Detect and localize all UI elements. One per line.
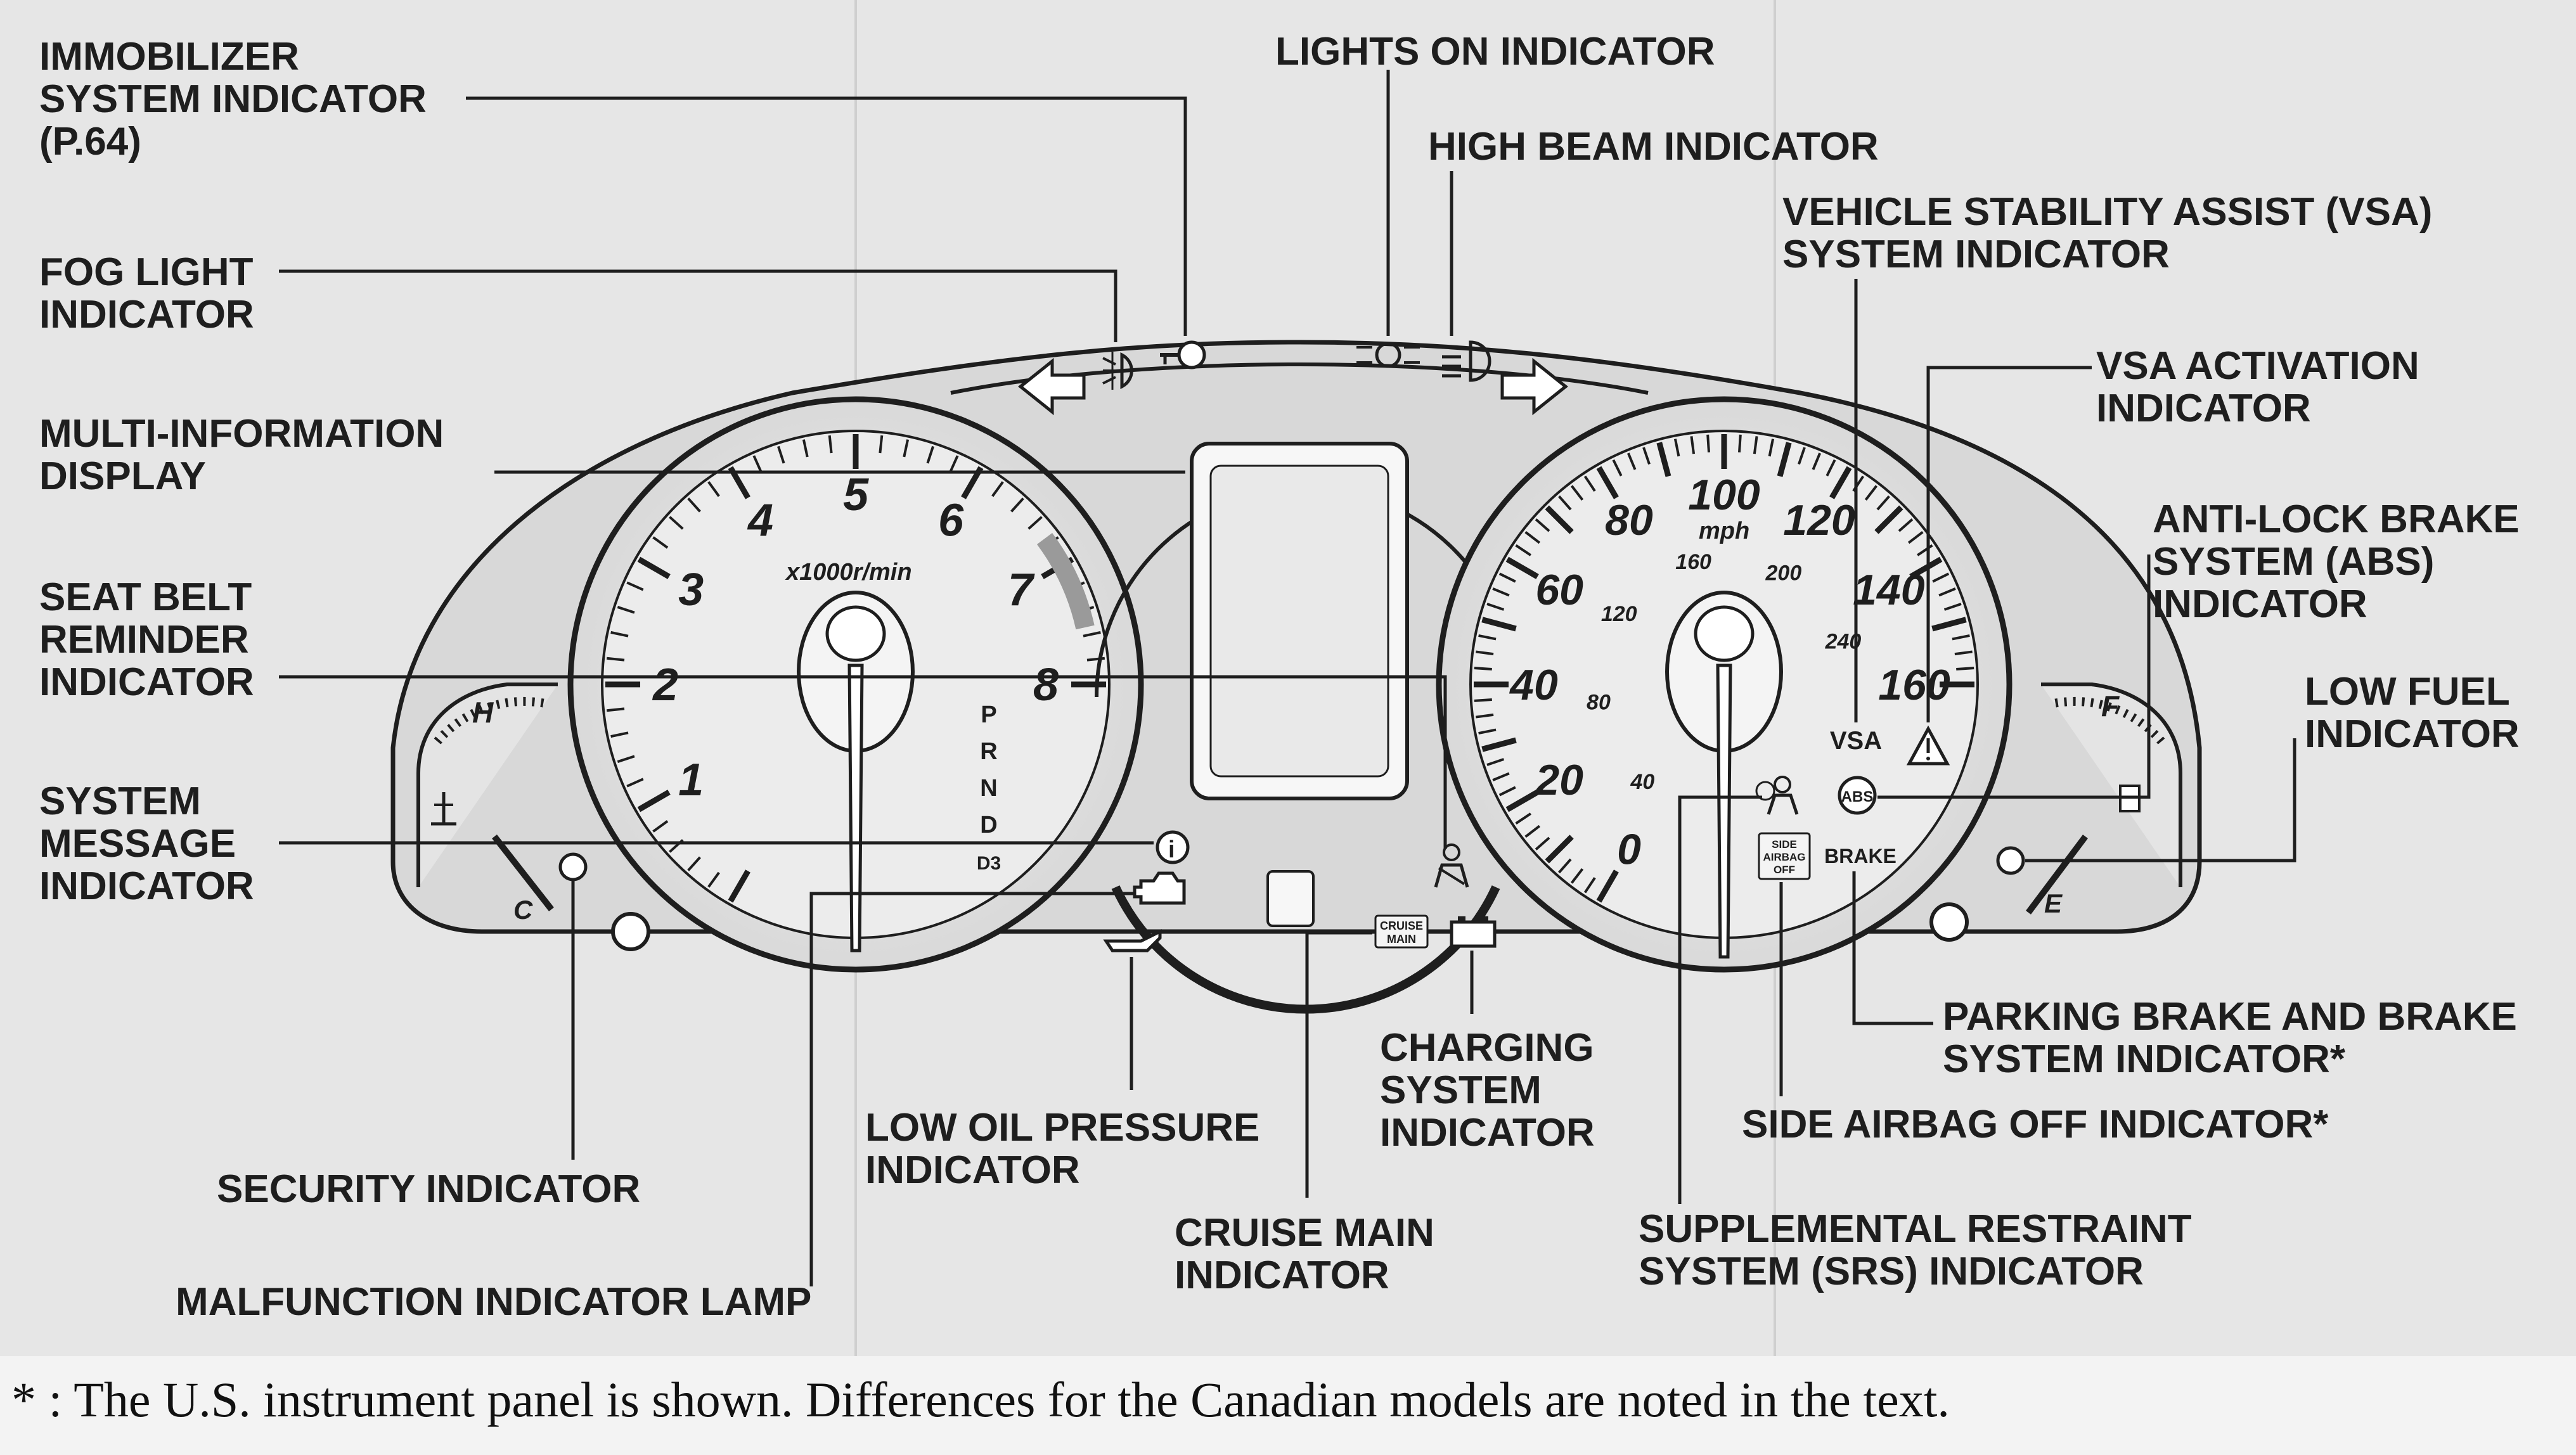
label-immobilizer-line2: SYSTEM INDICATOR	[39, 77, 427, 121]
tachometer-unit: x1000r/min	[786, 559, 912, 586]
speedometer	[1439, 399, 2009, 970]
fuel-empty-label: E	[2044, 888, 2063, 918]
label-immobilizer-line1: IMMOBILIZER	[39, 35, 299, 79]
side-airbag-off-lamp	[1759, 833, 1810, 879]
speedometer-mph-number: 20	[1535, 755, 1584, 804]
speedometer-kmh-number: 80	[1587, 690, 1611, 715]
label-charging-line2: SYSTEM	[1380, 1068, 1542, 1112]
select-reset-knob	[1268, 871, 1313, 926]
label-vsa-system-line2: SYSTEM INDICATOR	[1782, 233, 2170, 276]
label-malfunction: MALFUNCTION INDICATOR LAMP	[176, 1280, 812, 1324]
label-cruise-main-line2: INDICATOR	[1175, 1253, 1389, 1297]
label-parking-brake-line1: PARKING BRAKE AND BRAKE	[1943, 995, 2517, 1039]
tachometer-number: 2	[652, 660, 679, 711]
minor-tick	[1474, 700, 1492, 701]
minor-tick	[1739, 435, 1741, 452]
label-vsa-activation-line2: INDICATOR	[2096, 387, 2311, 430]
tachometer-number: 4	[747, 495, 774, 546]
minor-tick	[1708, 435, 1709, 452]
label-abs-line1: ANTI-LOCK BRAKE	[2153, 497, 2520, 541]
label-security: SECURITY INDICATOR	[217, 1167, 641, 1211]
speedometer-kmh-number: 120	[1600, 602, 1637, 627]
label-fog-light-line1: FOG LIGHT	[39, 250, 254, 294]
cruise-lamp-text-2: MAIN	[1387, 933, 1416, 945]
gear-position-label: P	[981, 702, 997, 728]
footnote: * : The U.S. instrument panel is shown. Differences for the Canadian models are noted in the text.	[11, 1372, 1950, 1427]
speedometer-mph-number: 0	[1617, 825, 1641, 874]
label-seat-belt-line2: REMINDER	[39, 618, 249, 662]
tachometer-number: 7	[1007, 565, 1033, 616]
security-indicator-lamp	[560, 854, 586, 880]
label-side-airbag: SIDE AIRBAG OFF INDICATOR*	[1742, 1103, 2329, 1146]
left-trip-knob	[613, 914, 648, 949]
label-fog-light-line2: INDICATOR	[39, 293, 254, 337]
label-srs-line1: SUPPLEMENTAL RESTRAINT	[1639, 1207, 2192, 1251]
label-low-fuel-line2: INDICATOR	[2305, 712, 2520, 756]
label-high-beam: HIGH BEAM INDICATOR	[1428, 125, 1879, 169]
right-trip-knob	[1931, 904, 1967, 940]
speedometer-kmh-number: 40	[1630, 770, 1655, 795]
gear-position-label: R	[980, 738, 998, 765]
minor-tick	[1474, 668, 1492, 669]
tachometer-number: 8	[1033, 660, 1059, 711]
speedometer-kmh-number: 160	[1675, 549, 1711, 574]
multi-information-screen	[1211, 466, 1388, 776]
speedometer-kmh-number: 240	[1825, 629, 1862, 654]
speedometer-mph-number: 140	[1853, 565, 1925, 614]
label-multi-info-line1: MULTI-INFORMATION	[39, 412, 444, 456]
speedometer-mph-number: 100	[1688, 470, 1760, 519]
svg-text:i: i	[1168, 836, 1175, 863]
label-seat-belt-line3: INDICATOR	[39, 660, 254, 704]
label-cruise-main-line1: CRUISE MAIN	[1175, 1211, 1434, 1255]
vsa-lamp-text: VSA	[1829, 727, 1883, 755]
label-vsa-system-line1: VEHICLE STABILITY ASSIST (VSA)	[1782, 190, 2433, 234]
label-charging-line1: CHARGING	[1380, 1026, 1594, 1070]
label-vsa-activation-line1: VSA ACTIVATION	[2096, 344, 2419, 388]
gear-position-label: D3	[976, 853, 1001, 874]
label-parking-brake-line2: SYSTEM INDICATOR*	[1943, 1037, 2345, 1081]
label-multi-info-line2: DISPLAY	[39, 454, 207, 498]
abs-lamp-text: ABS	[1841, 788, 1874, 805]
speedometer-kmh-number: 200	[1765, 561, 1802, 586]
side-airbag-lamp-text-3: OFF	[1774, 864, 1795, 876]
gear-position-label: D	[980, 812, 998, 838]
speedometer-mph-number: 160	[1878, 660, 1950, 709]
temp-cold-label: C	[513, 895, 533, 925]
tachometer-number: 1	[678, 755, 704, 806]
label-system-message-line2: MESSAGE	[39, 822, 236, 866]
label-immobilizer-line3: (P.64)	[39, 120, 141, 163]
side-airbag-lamp-text-2: AIRBAG	[1763, 851, 1806, 863]
side-airbag-lamp-text-1: SIDE	[1772, 838, 1797, 850]
brake-lamp	[1824, 845, 1897, 868]
speedometer-unit: mph	[1699, 518, 1750, 544]
tachometer-hub-cap	[827, 607, 884, 660]
label-abs-line3: INDICATOR	[2153, 582, 2367, 626]
speedometer-hub-cap	[1696, 607, 1753, 660]
label-system-message-line1: SYSTEM	[39, 779, 201, 823]
vsa-lamp	[1830, 727, 1882, 755]
speedometer-mph-number: 80	[1605, 496, 1653, 544]
label-low-oil-line2: INDICATOR	[865, 1148, 1080, 1192]
tachometer-number: 3	[678, 565, 704, 616]
fuel-full-label: F	[2101, 689, 2120, 722]
label-low-oil-line1: LOW OIL PRESSURE	[865, 1106, 1260, 1150]
label-srs-line2: SYSTEM (SRS) INDICATOR	[1639, 1250, 2144, 1293]
temp-hot-label: H	[472, 696, 494, 729]
tachometer-needle	[849, 665, 862, 951]
speedometer-mph-number: 40	[1510, 660, 1558, 709]
label-seat-belt-line1: SEAT BELT	[39, 575, 252, 619]
brake-lamp-text: BRAKE	[1824, 845, 1897, 868]
minor-tick	[1956, 668, 1974, 669]
label-charging-line3: INDICATOR	[1380, 1111, 1595, 1155]
tachometer	[570, 399, 1141, 970]
speedometer-mph-number: 60	[1535, 565, 1584, 614]
label-low-fuel-line1: LOW FUEL	[2305, 670, 2510, 714]
abs-icon	[1839, 778, 1875, 813]
tachometer-number: 6	[937, 495, 964, 546]
tachometer-number: 5	[842, 470, 869, 521]
system-message-icon	[1157, 832, 1188, 863]
cruise-main-lamp	[1375, 916, 1427, 947]
battery-icon	[1452, 916, 1495, 946]
gear-position-label: N	[980, 775, 998, 802]
label-system-message-line3: INDICATOR	[39, 864, 254, 908]
label-abs-line2: SYSTEM (ABS)	[2153, 540, 2435, 584]
low-fuel-indicator-lamp	[1998, 848, 2023, 873]
speedometer-needle	[1718, 665, 1730, 957]
speedometer-mph-number: 120	[1783, 496, 1855, 544]
cruise-lamp-text-1: CRUISE	[1379, 920, 1424, 932]
label-lights-on: LIGHTS ON INDICATOR	[1275, 30, 1715, 74]
